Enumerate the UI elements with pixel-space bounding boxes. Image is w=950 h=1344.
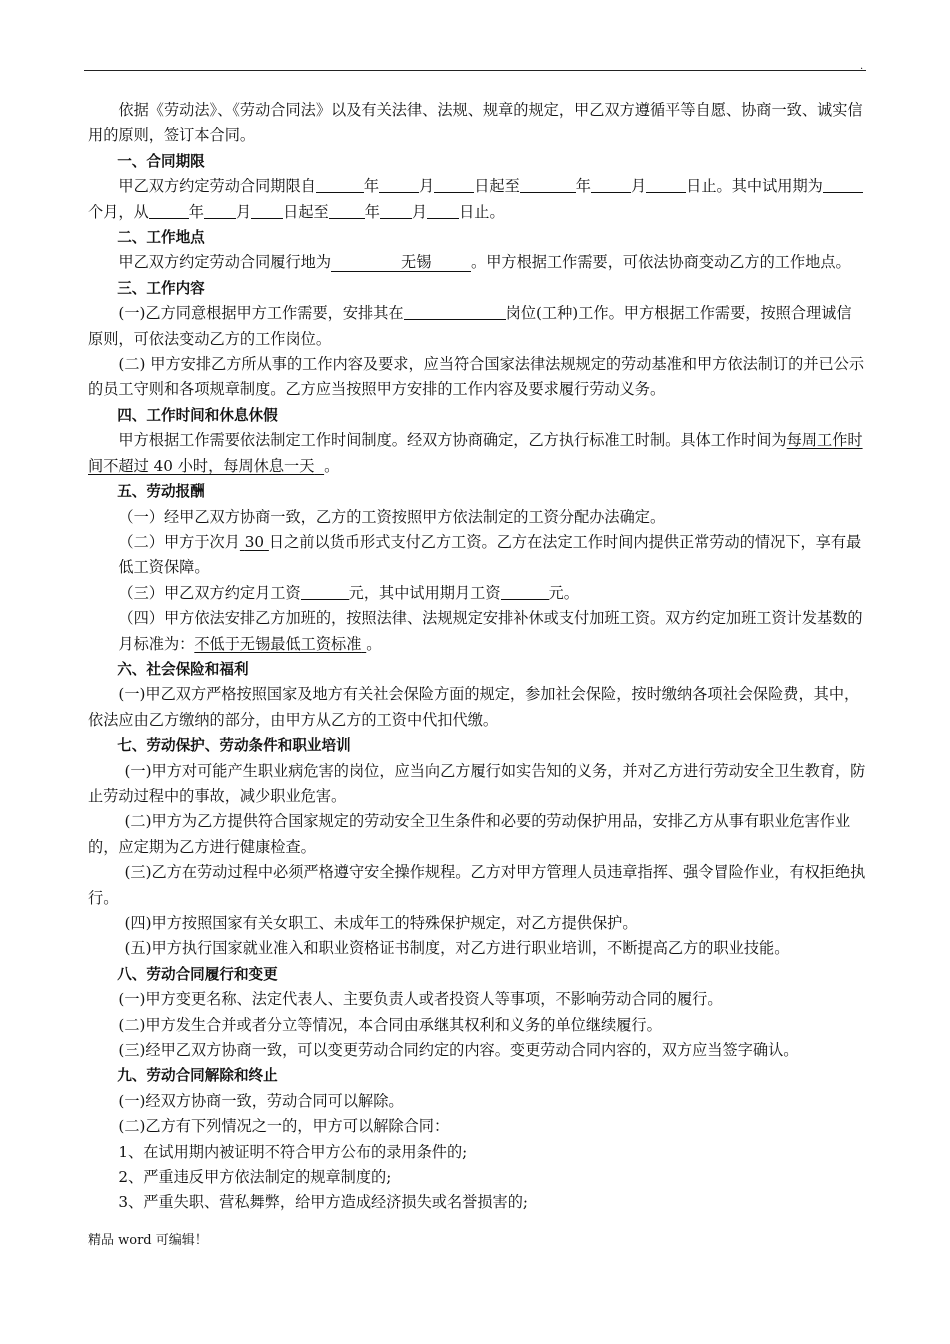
section-heading-pay: 五、劳动报酬 <box>117 483 205 501</box>
pay-paragraph-4: （四）甲方依法安排乙方加班的，按照法律、法规规定安排补休或支付加班工资。双方约定加班工资计发基数的月标准为：不低于无锡最低工资标准 。 <box>118 609 863 653</box>
section-heading-content: 三、工作内容 <box>117 279 205 297</box>
insurance-paragraph: (一)甲乙双方严格按照国家及地方有关社会保险方面的规定，参加社会保险，按时缴纳各项社会保险费，其中，依法应由乙方缴纳的部分，由甲方从乙方的工资中代扣代缴。 <box>88 685 860 729</box>
pay-paragraph-1: （一）经甲乙双方协商一致，乙方的工资按照甲方依法制定的工资分配办法确定。 <box>118 507 666 526</box>
termination-item-3: 3、严重失职、营私舞弊，给甲方造成经济损失或名誉损害的; <box>118 1193 529 1212</box>
blank-monthly-wage[interactable] <box>301 582 349 600</box>
content-paragraph-1: (一)乙方同意根据甲方工作需要，安排其在 岗位(工种)工作。甲方根据工作需要，按照合理诚信原则，可依法变动乙方的工作岗位。 <box>88 304 852 348</box>
hours-paragraph: 甲方根据工作需要依法制定工作时间制度。经双方协商确定，乙方执行标准工时制。具体工作时间为每周工作时间不超过 40 小时，每周休息一天 。 <box>88 431 863 475</box>
blank-end-month[interactable] <box>591 175 631 193</box>
section-heading-protection: 七、劳动保护、劳动条件和职业培训 <box>117 737 351 755</box>
intro-paragraph: 依据《劳动法》、《劳动合同法》以及有关法律、法规、规章的规定，甲乙双方遵循平等自愿、协商一致、诚实信用的原则，签订本合同。 <box>88 101 863 145</box>
performance-paragraph-3: (三)经甲乙双方协商一致，可以变更劳动合同约定的内容。变更劳动合同内容的，双方应当签字确认。 <box>118 1041 799 1060</box>
performance-paragraph-2: (二)甲方发生合并或者分立等情况，本合同由承继其权利和义务的单位继续履行。 <box>118 1015 662 1034</box>
working-hours-value: 每周工作时间不超过 40 小时，每周休息一天 <box>88 431 863 475</box>
header-rule <box>84 70 866 71</box>
blank-start-year[interactable] <box>316 175 364 193</box>
blank-probation-wage[interactable] <box>501 582 549 600</box>
section-heading-term: 一、合同期限 <box>117 152 205 170</box>
content-paragraph-2: (二) 甲方安排乙方所从事的工作内容及要求，应当符合国家法律法规规定的劳动基准和甲方依法制订的并已公示的员工守则和各项规章制度。乙方应当按照甲方安排的工作内容及要求履行劳动义务。 <box>88 355 865 399</box>
blank-probation-end-year[interactable] <box>329 201 365 219</box>
section-heading-termination: 九、劳动合同解除和终止 <box>117 1067 278 1085</box>
protection-paragraph-1: (一)甲方对可能产生职业病危害的岗位，应当向乙方履行如实告知的义务，并对乙方进行劳动安全卫生教育，防止劳动过程中的事故，减少职业危害。 <box>88 761 866 805</box>
pay-paragraph-3: （三）甲乙双方约定月工资 元，其中试用期月工资 元。 <box>118 583 579 602</box>
blank-end-year[interactable] <box>520 175 576 193</box>
blank-probation-start-year[interactable] <box>149 201 189 219</box>
termination-paragraph-1: (一)经双方协商一致，劳动合同可以解除。 <box>118 1091 404 1110</box>
pay-paragraph-2: （二）甲方于次月 30 日之前以货币形式支付乙方工资。乙方在法定工作时间内提供正常劳动的情况下，享有最低工资保障。 <box>118 532 862 577</box>
section-heading-performance: 八、劳动合同履行和变更 <box>117 965 278 983</box>
section-heading-location: 二、工作地点 <box>117 229 205 247</box>
blank-probation-start-month[interactable] <box>204 201 236 219</box>
blank-probation-end-day[interactable] <box>427 201 459 219</box>
work-place-value[interactable]: 无锡 <box>331 254 471 272</box>
footer-note: 精品 word 可编辑！ <box>88 1233 208 1248</box>
blank-probation-end-month[interactable] <box>380 201 412 219</box>
header-dot: . <box>860 61 864 72</box>
section-heading-insurance: 六、社会保险和福利 <box>117 660 249 678</box>
blank-start-day[interactable] <box>434 175 474 193</box>
performance-paragraph-1: (一)甲方变更名称、法定代表人、主要负责人或者投资人等事项，不影响劳动合同的履行。 <box>118 990 723 1009</box>
contract-body <box>88 98 866 1216</box>
section-heading-hours: 四、工作时间和休息休假 <box>117 406 278 424</box>
blank-end-day[interactable] <box>646 175 686 193</box>
protection-paragraph-4: (四)甲方按照国家有关女职工、未成年工的特殊保护规定，对乙方提供保护。 <box>124 914 638 932</box>
termination-paragraph-2: (二)乙方有下列情况之一的，甲方可以解除合同： <box>118 1117 450 1136</box>
pay-day-value: 30 <box>244 532 265 551</box>
termination-item-1: 1、在试用期内被证明不符合甲方公布的录用条件的; <box>118 1142 468 1161</box>
blank-position[interactable] <box>404 302 506 320</box>
blank-probation-months[interactable] <box>823 175 863 193</box>
termination-item-2: 2、严重违反甲方依法制定的规章制度的; <box>118 1168 392 1187</box>
protection-paragraph-2: (二)甲方为乙方提供符合国家规定的劳动安全卫生条件和必要的劳动保护用品，安排乙方从事有职业危害作业的，应定期为乙方进行健康检查。 <box>88 812 851 856</box>
overtime-base-value: 不低于无锡最低工资标准 <box>194 634 362 653</box>
protection-paragraph-3: (三)乙方在劳动过程中必须严格遵守安全操作规程。乙方对甲方管理人员违章指挥、强令冒险作业，有权拒绝执行。 <box>88 863 866 907</box>
blank-start-month[interactable] <box>379 175 419 193</box>
location-paragraph: 甲乙双方约定劳动合同履行地为 无锡 。甲方根据工作需要，可依法协商变动乙方的工作地点。 <box>118 253 851 272</box>
blank-probation-start-day[interactable] <box>251 201 283 219</box>
protection-paragraph-5: (五)甲方执行国家就业准入和职业资格证书制度，对乙方进行职业培训，不断提高乙方的职业技能。 <box>124 939 790 958</box>
term-paragraph: 甲乙双方约定劳动合同期限自 年 月 日起至 年 月 日止。其中试用期为个月，从 年 月 日起至 年 月 日止。 <box>88 174 866 225</box>
